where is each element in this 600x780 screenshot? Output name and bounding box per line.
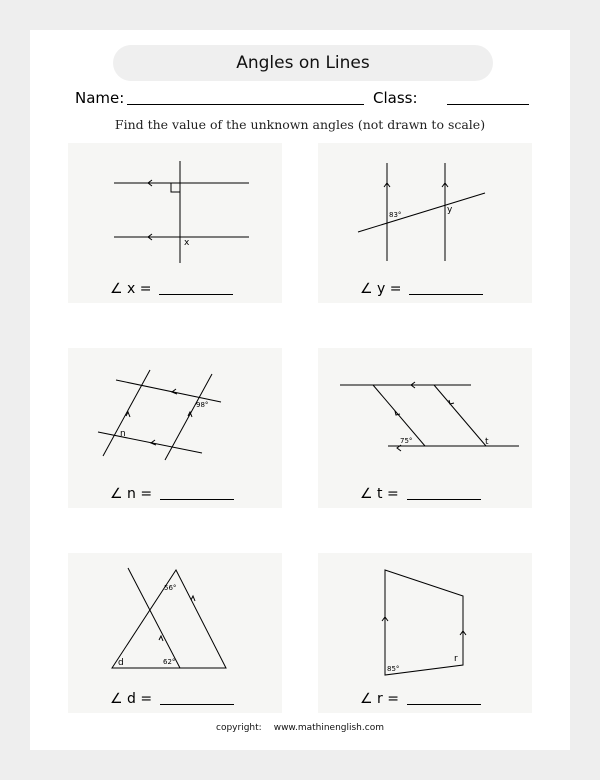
angle-label-98: 98° bbox=[196, 401, 209, 409]
answer-n-blank[interactable] bbox=[160, 487, 234, 500]
answer-r bbox=[360, 691, 481, 707]
copyright-site[interactable]: www.mathinenglish.com bbox=[273, 723, 384, 733]
answer-d-label: ∠ d = bbox=[110, 691, 153, 707]
angle-label-56: 56° bbox=[164, 584, 177, 592]
angle-label-r: r bbox=[454, 654, 458, 664]
answer-d bbox=[110, 691, 234, 707]
copyright-footer bbox=[0, 723, 600, 733]
copyright-label: copyright: bbox=[216, 723, 262, 733]
angle-label-y: y bbox=[447, 205, 453, 215]
problem-d-diagram bbox=[68, 553, 282, 713]
parallel-line-right bbox=[434, 385, 486, 446]
problem-x-panel bbox=[68, 143, 282, 303]
angle-label-85: 85° bbox=[387, 665, 400, 673]
problem-y-panel bbox=[318, 143, 532, 303]
angle-label-t: t bbox=[485, 437, 489, 447]
answer-x bbox=[110, 281, 233, 297]
parallel-line-inner bbox=[128, 568, 180, 668]
class-field-line bbox=[447, 104, 529, 105]
parallel-line-left bbox=[103, 370, 150, 456]
parallel-line-right bbox=[165, 374, 212, 460]
answer-n bbox=[110, 486, 234, 502]
problem-t-diagram bbox=[318, 348, 532, 508]
angle-label-d: d bbox=[118, 658, 124, 668]
parallel-line-top bbox=[116, 380, 221, 402]
worksheet-title: Angles on Lines bbox=[113, 45, 493, 81]
angle-label-n: n bbox=[120, 429, 126, 439]
angle-label-62: 62° bbox=[163, 658, 176, 666]
name-field-line bbox=[127, 104, 364, 105]
angle-label-83: 83° bbox=[389, 211, 402, 219]
right-angle-mark bbox=[171, 183, 180, 192]
parallel-line-bottom bbox=[98, 432, 202, 453]
answer-y-label: ∠ y = bbox=[360, 281, 402, 297]
arrow-mark-inner-line bbox=[159, 636, 163, 641]
problem-r-panel bbox=[318, 553, 532, 713]
problem-n-diagram bbox=[68, 348, 282, 508]
answer-x-label: ∠ x = bbox=[110, 281, 152, 297]
answer-n-label: ∠ n = bbox=[110, 486, 153, 502]
answer-t bbox=[360, 486, 481, 502]
answer-y bbox=[360, 281, 483, 297]
answer-r-blank[interactable] bbox=[407, 692, 481, 705]
instruction-text: Find the value of the unknown angles (not drawn to scale) bbox=[114, 117, 486, 132]
problem-r-diagram bbox=[318, 553, 532, 713]
arrow-mark-bottom bbox=[151, 440, 156, 445]
problem-x-diagram bbox=[68, 143, 282, 303]
answer-d-blank[interactable] bbox=[160, 692, 234, 705]
problem-n-panel bbox=[68, 348, 282, 508]
problem-y-diagram bbox=[318, 143, 532, 303]
transversal-line bbox=[358, 193, 485, 232]
parallel-line-left bbox=[373, 385, 425, 446]
name-label: Name: bbox=[75, 89, 125, 107]
class-label: Class: bbox=[373, 89, 418, 107]
problem-t-panel bbox=[318, 348, 532, 508]
trapezium bbox=[385, 570, 463, 675]
answer-x-blank[interactable] bbox=[159, 282, 233, 295]
answer-r-label: ∠ r = bbox=[360, 691, 399, 707]
answer-y-blank[interactable] bbox=[409, 282, 483, 295]
arrow-mark-right bbox=[449, 400, 454, 404]
answer-t-blank[interactable] bbox=[407, 487, 481, 500]
arrow-mark-top bbox=[172, 389, 177, 394]
angle-label-x: x bbox=[184, 238, 190, 248]
angle-label-75: 75° bbox=[400, 437, 413, 445]
answer-t-label: ∠ t = bbox=[360, 486, 399, 502]
problem-d-panel bbox=[68, 553, 282, 713]
